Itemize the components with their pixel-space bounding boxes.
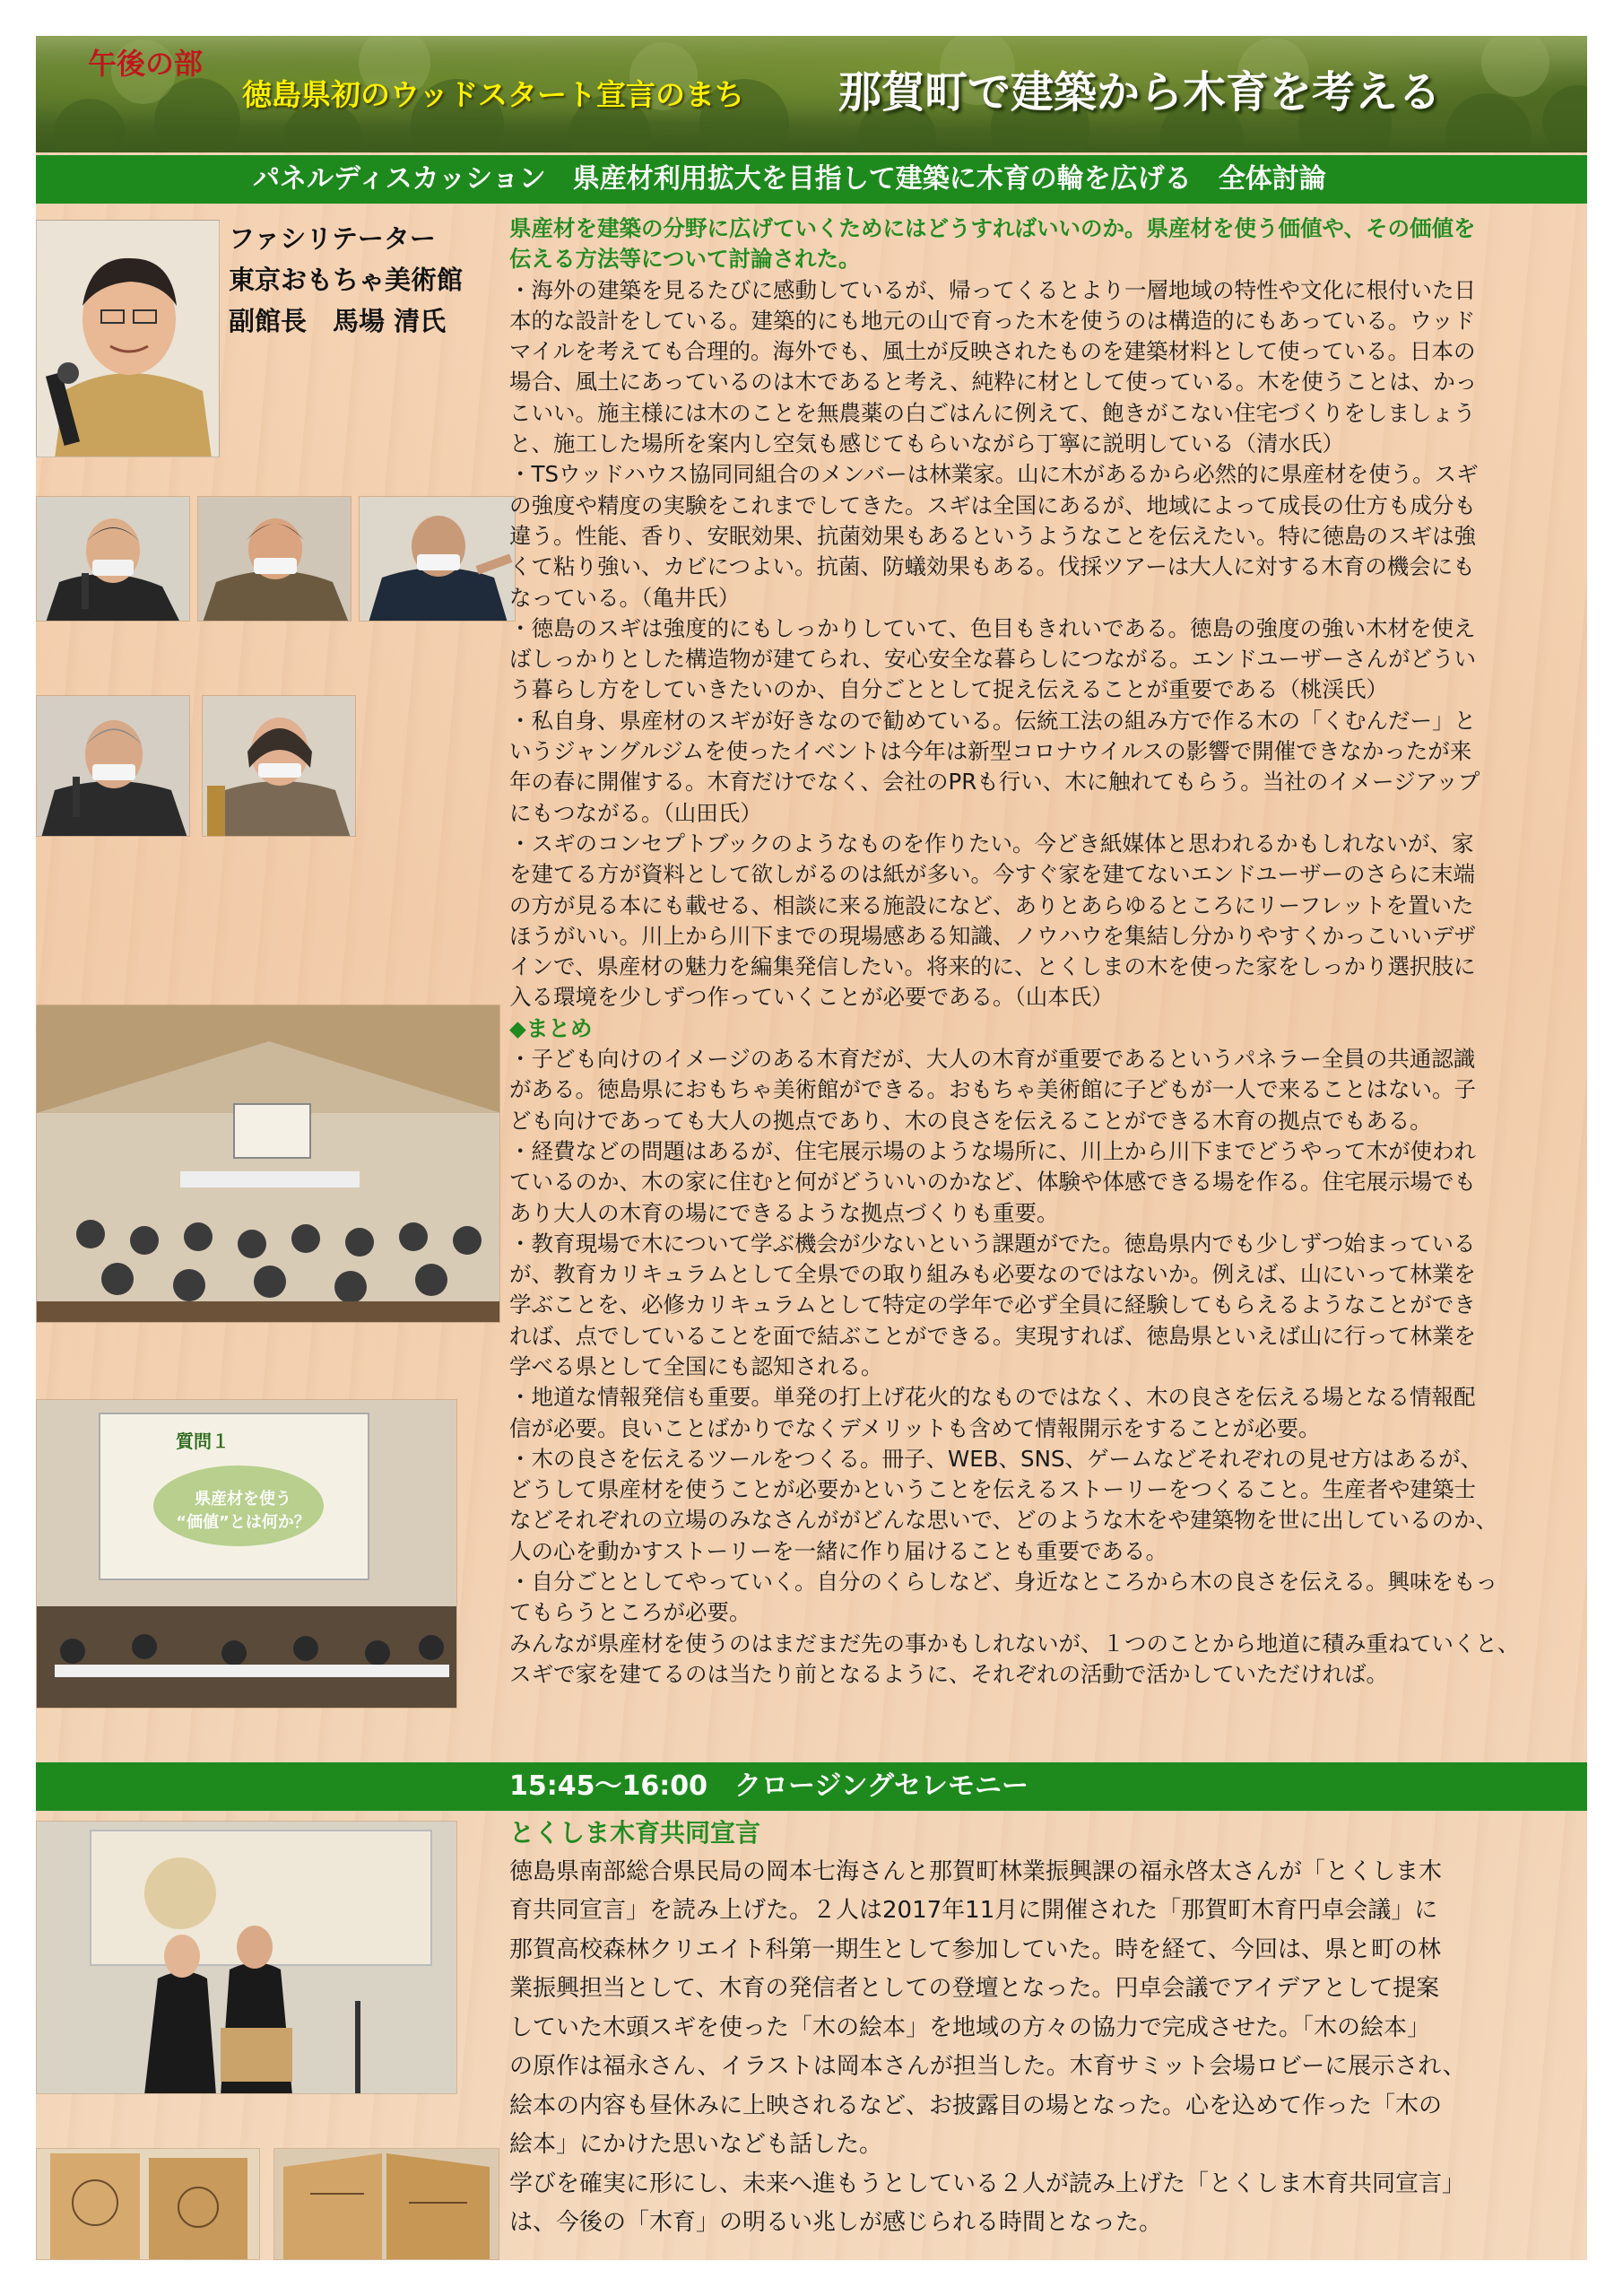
slide-text: [167, 1488, 319, 1535]
section1-line: 年の春に開催する。木育だけでなく、会社のPRも行い、木に触れてもらう。当社のイメージアップ: [509, 769, 1480, 796]
section1-line: 場合、風土にあっているのは木であると考え、純粋に材として使っている。木を使うことは、かっ: [509, 369, 1478, 396]
section1-line: ・自分ごととしてやっていく。自分のくらしなど、身近なところから木の良さを伝える。興味をもっ: [509, 1569, 1498, 1596]
section2-line: は、今後の「木育」の明るい兆しが感じられる時間となった。: [509, 2209, 1163, 2236]
section2-line: 業振興担当として、木育の発信者としての登壇となった。円卓会議でアイデアとして提案: [509, 1975, 1440, 2002]
section1-line: ・子ども向けのイメージのある木育だが、大人の木育が重要であるというパネラー全員の共通認識: [509, 1046, 1476, 1073]
section1-line: 県産材を建築の分野に広げていくためにはどうすればいいのか。県産材を使う価値や、その価値を: [509, 215, 1476, 241]
section1-line: ・スギのコンセプトブックのようなものを作りたい。今どき紙媒体と思われるかもしれないが、家: [509, 830, 1474, 857]
panelist-photo-5: [202, 695, 356, 837]
closing-ceremony-photo: [36, 1821, 457, 2094]
section1-line: 学ぶことを、必修カリキュラムとして特定の学年で必ず全員に経験してもらえるようなことができ: [509, 1292, 1476, 1318]
section2-line: 絵本の内容も昼休みに上映されるなど、お披露目の場となった。心を込めて作った「木の: [509, 2092, 1443, 2119]
section2-bar: 15:45～16:00 クロージングセレモニー: [36, 1762, 1587, 1811]
venue-photo-slide: [36, 1399, 457, 1709]
section1-line: インで、県産材の魅力を編集発信したい。将来的に、とくしまの木を使った家をしっかり選択肢に: [509, 953, 1476, 980]
section1-line: 信が必要。良いことばかりでなくデメリットも含めて情報開示をすることが必要。: [509, 1414, 1321, 1441]
section2-heading: とくしま木育共同宣言: [509, 1818, 761, 1848]
section1-line: ども向けであっても大人の拠点であり、木の良さを伝えることができる木育の拠点でもある。: [509, 1107, 1432, 1134]
section1-line: 伝える方法等について討論された。: [509, 246, 861, 273]
section2-body: [509, 1813, 1585, 2243]
section1-line: ・海外の建築を見るたびに感動しているが、帰ってくるとより一層地域の特性や文化に根付いた日: [509, 276, 1476, 303]
section1-line: と、施工した場所を案内し空気も感じてもらいながら丁寧に説明している（清水氏）: [509, 430, 1344, 457]
section1-line: 本的な設計をしている。建築的にも地元の山で育った木を使うのは構造的にもあっている。ウッド: [509, 307, 1476, 334]
section1-line: スギで家を建てるのは当たり前となるように、それぞれの活動で活かしていただければ。: [509, 1660, 1388, 1687]
section1-line: ・徳島のスギは強度的にもしっかりしていて、色目もきれいである。徳島の強度の強い木材を使え: [509, 614, 1476, 641]
panelist-photo-4: [36, 695, 190, 837]
section2-line: 育共同宣言」を読み上げた。２人は2017年11月に開催された「那賀町木育円卓会議」に: [509, 1897, 1438, 1924]
section1-line: 人の心を動かすストーリーを一緒に作り届けることも重要である。: [509, 1537, 1168, 1564]
section1-line: にもつながる。（山田氏）: [509, 799, 762, 826]
section1-line: くて粘り強い、カビにつよい。抗菌、防蟻効果もある。伐採ツアーは大人に対する木育の機会にも: [509, 553, 1475, 580]
slide-text-line-1: 県産材を使う: [195, 1490, 291, 1509]
facilitator-photo: [36, 220, 220, 457]
section1-line: こいい。施主様には木のことを無農薬の白ごはんに例えて、飽きがこない住宅づくりをしましょう: [509, 399, 1476, 426]
section1-line: ・TSウッドハウス協同同組合のメンバーは林業家。山に木があるから必然的に県産材を使う。スギ: [509, 461, 1479, 488]
section1-line: う暮らし方をしていきたいのか、自分ごととして捉え伝えることが重要である（桃渓氏）: [509, 676, 1388, 703]
section2-line: 那賀高校森林クリエイト科第一期生として参加していた。時を経て、今回は、県と町の林: [509, 1935, 1441, 1963]
section1-line: 違う。性能、香り、安眠効果、抗菌効果もあるというようなことを伝えたい。特に徳島のスギは強: [509, 522, 1476, 549]
wood-book-photo-1: [36, 2148, 260, 2260]
section1-line: がある。徳島県におもちゃ美術館ができる。おもちゃ美術館に子どもが一人で来ることはない。子: [509, 1076, 1476, 1103]
section1-line: ・私自身、県産材のスギが好きなので勧めている。伝統工法の組み方で作る木の「くむんだー」と: [509, 707, 1476, 734]
section1-line: などそれぞれの立場のみなさんががどんな思いで、どのような木をや建築物を世に出しているのか、: [509, 1507, 1498, 1534]
section1-line: ・木の良さを伝えるツールをつくる。冊子、WEB、SNS、ゲームなどそれぞれの見せ方はあるが、: [509, 1445, 1482, 1472]
section2-line: 学びを確実に形にし、未来へ進もうとしている２人が読み上げた「とくしま木育共同宣言」: [509, 2170, 1466, 2197]
slide-text-line-2: “価値”とは何か？: [176, 1513, 310, 1532]
section1-line: ・経費などの問題はあるが、住宅展示場のような場所に、川上から川下までどうやって木が使われ: [509, 1137, 1476, 1164]
section1-line: れば、点でしていることを面で結ぶことができる。実現すれば、徳島県といえば山に行って林業を: [509, 1322, 1476, 1349]
facilitator-org: 東京おもちゃ美術館: [229, 265, 464, 295]
section2-line: していた木頭スギを使った「木の絵本」を地域の方々の協力で完成させた。「木の絵本」: [509, 2013, 1431, 2041]
section2-line: 徳島県南部総合県民局の岡本七海さんと那賀町林業振興課の福永啓太さんが「とくしま木: [509, 1857, 1443, 1885]
banner-subtitle: 徳島県初のウッドスタート宣言のまち: [242, 77, 745, 112]
section1-line: 学べる県として全国にも認知される。: [509, 1352, 883, 1379]
banner-title: 那賀町で建築から木育を考える: [838, 67, 1442, 117]
section1-body: [509, 213, 1585, 1690]
facilitator-name: 副館長 馬場 清氏: [229, 306, 447, 336]
section1-line: の方が見る本にも載せる、相談に来る施設になど、ありとあらゆるところにリーフレットを置いた: [509, 891, 1474, 918]
section1-line: ・地道な情報発信も重要。単発の打上げ花火的なものではなく、木の良さを伝える場となる情報配: [509, 1384, 1476, 1411]
section1-line: みんなが県産材を使うのはまだまだ先の事かもしれないが、１つのことから地道に積み重ねていくと、: [509, 1630, 1520, 1657]
wood-book-photo-2: [273, 2148, 499, 2260]
section1-line: マイルを考えても合理的。海外でも、風土が反映されたものを建築材料として使っている。日本の: [509, 338, 1476, 365]
slide-title: 質問１: [176, 1431, 230, 1452]
venue-photo-audience: [36, 1004, 500, 1323]
section1-line: てもらうところが必要。: [509, 1599, 751, 1626]
page: [36, 36, 1587, 2260]
section1-line: いうジャングルジムを使ったイベントは今年は新型コロナウイルスの影響で開催できなかったが来: [509, 738, 1472, 765]
section1-line: ・教育現場で木について学ぶ機会が少ないという課題がでた。徳島県内でも少しずつ始まっている: [509, 1230, 1476, 1257]
section1-line: なっている。（亀井氏）: [509, 584, 741, 611]
header-banner: [36, 36, 1587, 152]
section2-line: の原作は福永さん、イラストは岡本さんが担当した。木育サミット会場ロビーに展示され、: [509, 2053, 1466, 2080]
section1-line: ほうがいい。川上から川下までの現場感ある知識、ノウハウを集結し分かりやすくかっこいいデザ: [509, 922, 1476, 949]
section1-bar: パネルディスカッション 県産材利用拡大を目指して建築に木育の輪を広げる 全体討論: [36, 155, 1587, 204]
section1-line: ◆まとめ: [509, 1014, 593, 1041]
facilitator-role: ファシリテーター: [229, 223, 436, 254]
section1-line: ばしっかりとした構造物が建てられ、安心安全な暮らしにつながる。エンドユーザーさんがどうい: [509, 646, 1476, 673]
section1-line: を建てる方が資料として欲しがるのは紙が多い。今すぐ家を建てないエンドユーザーのさらに末端: [509, 861, 1476, 888]
panelist-photo-2: [197, 496, 352, 622]
facilitator-caption: [229, 218, 498, 342]
banner-tag: 午後の部: [88, 47, 204, 81]
panelist-photo-3: [359, 496, 516, 622]
section1-line: が、教育カリキュラムとして全県での取り組みも必要なのではないか。例えば、山にいって林業を: [509, 1261, 1476, 1288]
panelist-photo-1: [36, 496, 190, 622]
section1-line: 入る環境を少しずつ作っていくことが必要である。（山本氏）: [509, 984, 1114, 1011]
section1-line: の強度や精度の実験をこれまでしてきた。スギは全国にあるが、地域によって成長の仕方も成分も: [509, 491, 1476, 518]
section2-line: 絵本」にかけた思いなども話した。: [509, 2131, 883, 2158]
section1-line: あり大人の木育の場にできるような拠点づくりも重要。: [509, 1199, 1059, 1226]
section1-line: どうして県産材を使うことが必要かということを伝えるストーリーをつくること。生産者や建築士: [509, 1476, 1476, 1503]
section1-line: ているのか、木の家に住むと何がどういいのかなど、体験や体感できる場を作る。住宅展示場でも: [509, 1169, 1476, 1196]
